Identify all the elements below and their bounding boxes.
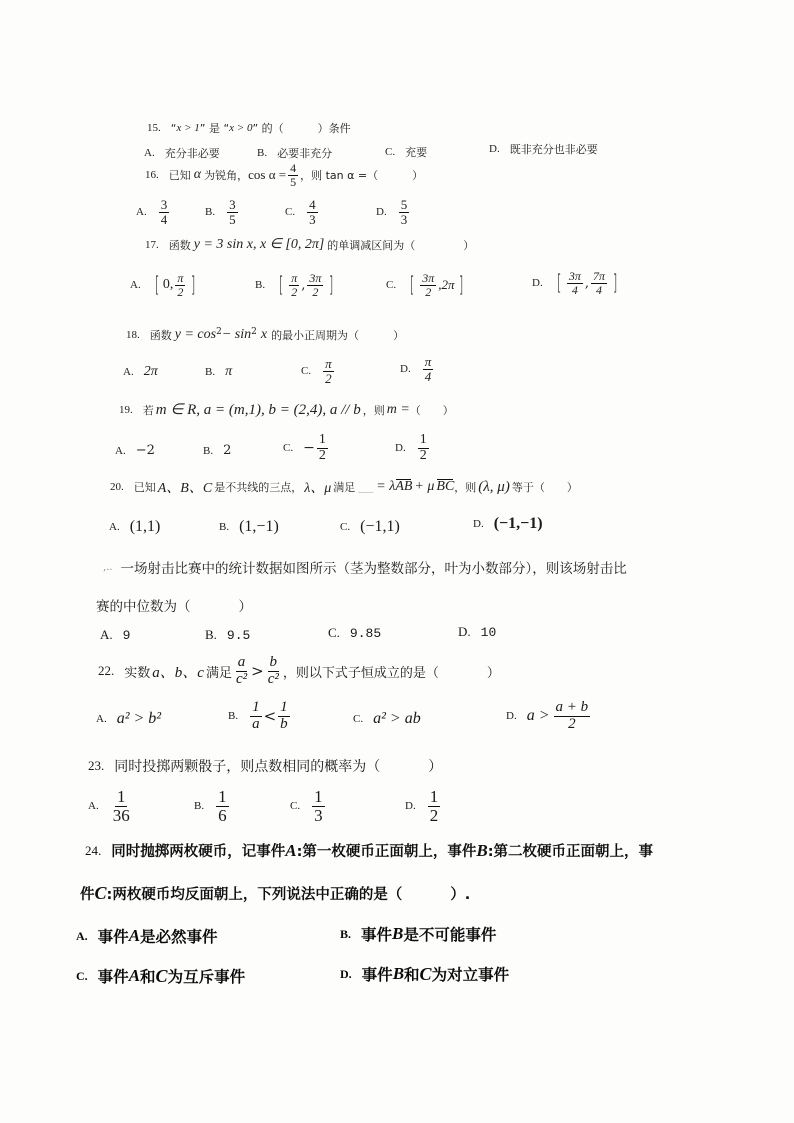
q15-option-a[interactable]: A. 充分非必要 [144,147,220,160]
q23-option-b[interactable]: B. $\frac{1}{6}$ [194,787,227,825]
q17-option-b[interactable]: B. [ $\frac{\pi}{2}$ , $\frac{3\pi}{2}$ ] [255,271,334,299]
question-17-stem: 17. 函数 y = 3 sin x, x ∈ [0, 2π] 的单调减区间为（ ） [145,237,475,252]
q20-option-b[interactable]: B. (1,−1) [219,518,279,535]
q24-option-b[interactable]: B. 事件 B 是不可能事件 [340,924,497,944]
q16-option-d[interactable]: D. $\frac{5}{3}$ [376,197,408,227]
q16-option-a[interactable]: A. $\frac{3}{4}$ [136,197,168,227]
q19-option-a[interactable]: A. −2 [115,443,155,458]
q23-option-a[interactable]: A. $\frac{1}{36}$ [88,787,130,825]
q22-option-d[interactable]: D. a > $\frac{a + b}{2}$ [506,699,589,732]
q20-option-c[interactable]: C. (−1,1) [340,518,400,535]
question-15-stem: 15. “ x > 1 ” 是 “ x > 0 ” 的（ ）条件 [147,121,351,135]
q18-option-b[interactable]: B. π [205,364,233,379]
q24-option-a[interactable]: A. 事件 A 是必然事件 [76,926,218,946]
question-24-stem-line1: 24. 同时抛掷两枚硬币，记事件 A :第一枚硬币正面朝上，事件 B :第二枚硬币正面朝上，事 [85,840,654,860]
q19-option-b[interactable]: B. 2 [203,443,232,458]
q21-option-b[interactable]: B. 9.5 [205,627,251,643]
vector-ab: AB [395,479,413,494]
question-18-stem: 18. 函数 y = cos 2 − sin 2 x 的最小正周期为（ ） [126,327,405,342]
q18-option-a[interactable]: A. 2π [123,364,158,379]
question-23-stem: 23. 同时投掷两颗骰子，则点数相同的概率为（ ） [88,758,443,775]
q24-option-d[interactable]: D. 事件 B 和 C 为对立事件 [340,963,510,984]
q17-option-c[interactable]: C. [ $\frac{3\pi}{2}$ ,2π ] [386,271,464,299]
q15-option-d[interactable]: D. 既非充分也非必要 [489,143,598,156]
q16-option-c[interactable]: C. $\frac{4}{3}$ [285,197,316,227]
question-20-stem: 20. 已知 A、B、C 是不共线的三点， λ、μ 满足 ___ = λ AB + μ BC ，则 (λ, μ) 等于（ ） [110,478,578,496]
q15-option-b[interactable]: B. 必要非充分 [257,147,333,160]
q21-option-a[interactable]: A. 9 [100,627,131,643]
question-19-stem: 19. 若 m ∈ R, a = (m,1), b = (2,4), a // b ，则 m = （ ） [119,401,454,418]
q22-option-a[interactable]: A. a² > b² [96,710,162,727]
question-21-stem-line2: 赛的中位数为（ ） [96,599,252,615]
q18-option-c[interactable]: C. $\frac{\pi}{2}$ [301,356,332,386]
question-16-stem: 16. 已知 α 为锐角， cos α = $\frac{4}{5}$ ，则 tan α =（ ） [145,161,424,189]
question-number: 15. [147,122,161,134]
q23-option-c[interactable]: C. $\frac{1}{3}$ [290,787,323,825]
q20-option-d[interactable]: D. (−1,−1) [473,515,543,532]
question-24-stem-line2: 件 C :两枚硬币均反面朝上，下列说法中正确的是（ ）. [80,883,471,903]
q15-option-c[interactable]: C. 充要 [385,146,428,159]
question-21-stem-line1: ‚.. 一场射击比赛中的统计数据如图所示（茎为整数部分，叶为小数部分），则该场射击比 [103,561,627,577]
q21-option-d[interactable]: D. 10 [458,624,497,640]
fraction: $\frac{4}{5}$ [290,161,297,189]
q21-option-c[interactable]: C. 9.85 [328,625,382,641]
question-22-stem: 22. 实数 a、b、c 满足 $\frac{a}{\text{c²}}$ > $\frac{b}{\text{c²}}$ ，则以下式子恒成立的是（ ） [98,654,500,687]
q16-option-b[interactable]: B. $\frac{3}{5}$ [205,197,236,227]
q22-option-c[interactable]: C. a² > ab [353,710,421,727]
q23-option-d[interactable]: D. $\frac{1}{2}$ [405,787,439,825]
q20-option-a[interactable]: A. (1,1) [109,518,161,535]
obscured-question-number: ‚.. [103,561,113,573]
q24-option-c[interactable]: C. 事件 A 和 C 为互斥事件 [76,965,246,986]
vector-bc: BC [436,479,455,494]
obscured-text: ___ [358,481,374,493]
q19-option-c[interactable]: C. − $\frac{1}{2}$ [283,432,326,463]
q17-option-a[interactable]: A. [ 0, $\frac{\pi}{2}$ ] [130,271,196,299]
q19-option-d[interactable]: D. $\frac{1}{2}$ [395,432,427,463]
q22-option-b[interactable]: B. $\frac{1}{a}$ < $\frac{1}{b}$ [228,699,288,732]
q18-option-d[interactable]: D. $\frac{\pi}{4}$ [400,354,432,384]
q17-option-d[interactable]: D. [ $\frac{3\pi}{4}$ , $\frac{7\pi}{4}$ ] [532,269,618,297]
